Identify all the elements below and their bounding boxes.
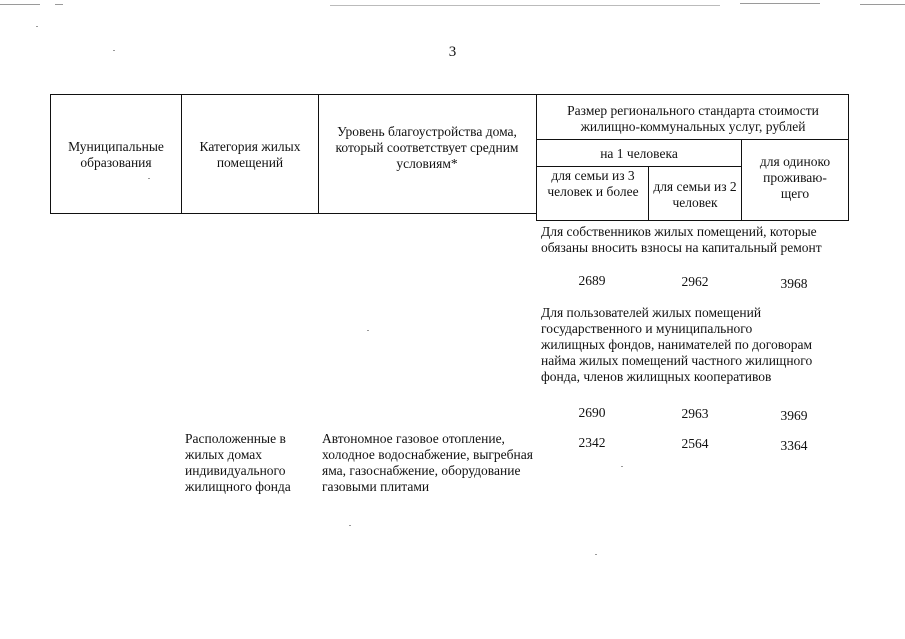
- scan-speck: [367, 330, 369, 331]
- table-bottom-border: [50, 213, 536, 214]
- row-value-single: 3364: [780, 438, 808, 453]
- users-value-single: 3969: [780, 408, 808, 423]
- scan-edge-line: [55, 4, 63, 5]
- row-level: Автономное газовое отопление, холодное водоснабжение, выгребная яма, газоснабжение, оборудование газовыми плитами: [322, 431, 533, 494]
- scan-edge-line: [0, 4, 40, 5]
- table-column-line: [741, 139, 742, 221]
- header-standard: Размер регионального стандарта стоимости жилищно-коммунальных услуг, рублей: [567, 103, 819, 134]
- scan-edge-line: [330, 5, 720, 6]
- header-single: для одиноко проживаю- щего: [759, 154, 831, 201]
- scan-edge-line: [740, 3, 820, 4]
- header-category: Категория жилых помещений: [199, 139, 301, 170]
- scan-speck: [349, 525, 351, 526]
- scan-speck: [36, 26, 38, 27]
- row-category: Расположенные в жилых домах индивидуального жилищного фонда: [185, 431, 291, 494]
- header-family-2: для семьи из 2 человек: [653, 179, 737, 210]
- header-family-3: для семьи из 3 человек и более: [547, 168, 639, 199]
- scan-speck: [148, 178, 150, 179]
- table-top-border: [50, 94, 849, 95]
- users-value-family2: 2963: [681, 406, 709, 421]
- scan-edge-line: [860, 4, 905, 5]
- row-value-family3: 2342: [578, 435, 606, 450]
- scan-speck: [621, 466, 623, 467]
- owners-value-family3: 2689: [578, 273, 606, 288]
- table-inner-line: [536, 139, 849, 140]
- table-column-line: [181, 94, 182, 214]
- scan-speck: [113, 50, 115, 51]
- row-value-family2: 2564: [681, 436, 709, 451]
- header-level: Уровень благоустройства дома, который соответствует средним условиям*: [335, 124, 519, 171]
- table-inner-line: [536, 166, 741, 167]
- owners-value-single: 3968: [780, 276, 808, 291]
- header-municipal: Муниципальные образования: [68, 139, 164, 170]
- table-right-border: [848, 94, 849, 221]
- table-bottom-border: [536, 220, 849, 221]
- owners-note: Для собственников жилых помещений, которые обязаны вносить взносы на капитальный ремонт: [541, 224, 822, 255]
- header-per-person: на 1 человека: [600, 146, 678, 161]
- table-column-line: [318, 94, 319, 214]
- page-number: 3: [448, 44, 457, 60]
- table-left-border: [50, 94, 51, 214]
- users-note: Для пользователей жилых помещений государственного и муниципального жилищных фондов, нанимателей по договорам найма жилых помещений частного жилищного фонда, членов жилищных кооперативов: [541, 305, 813, 384]
- users-value-family3: 2690: [578, 405, 606, 420]
- table-column-line: [536, 94, 537, 221]
- table-column-line: [648, 166, 649, 221]
- scan-speck: [595, 554, 597, 555]
- owners-value-family2: 2962: [681, 274, 709, 289]
